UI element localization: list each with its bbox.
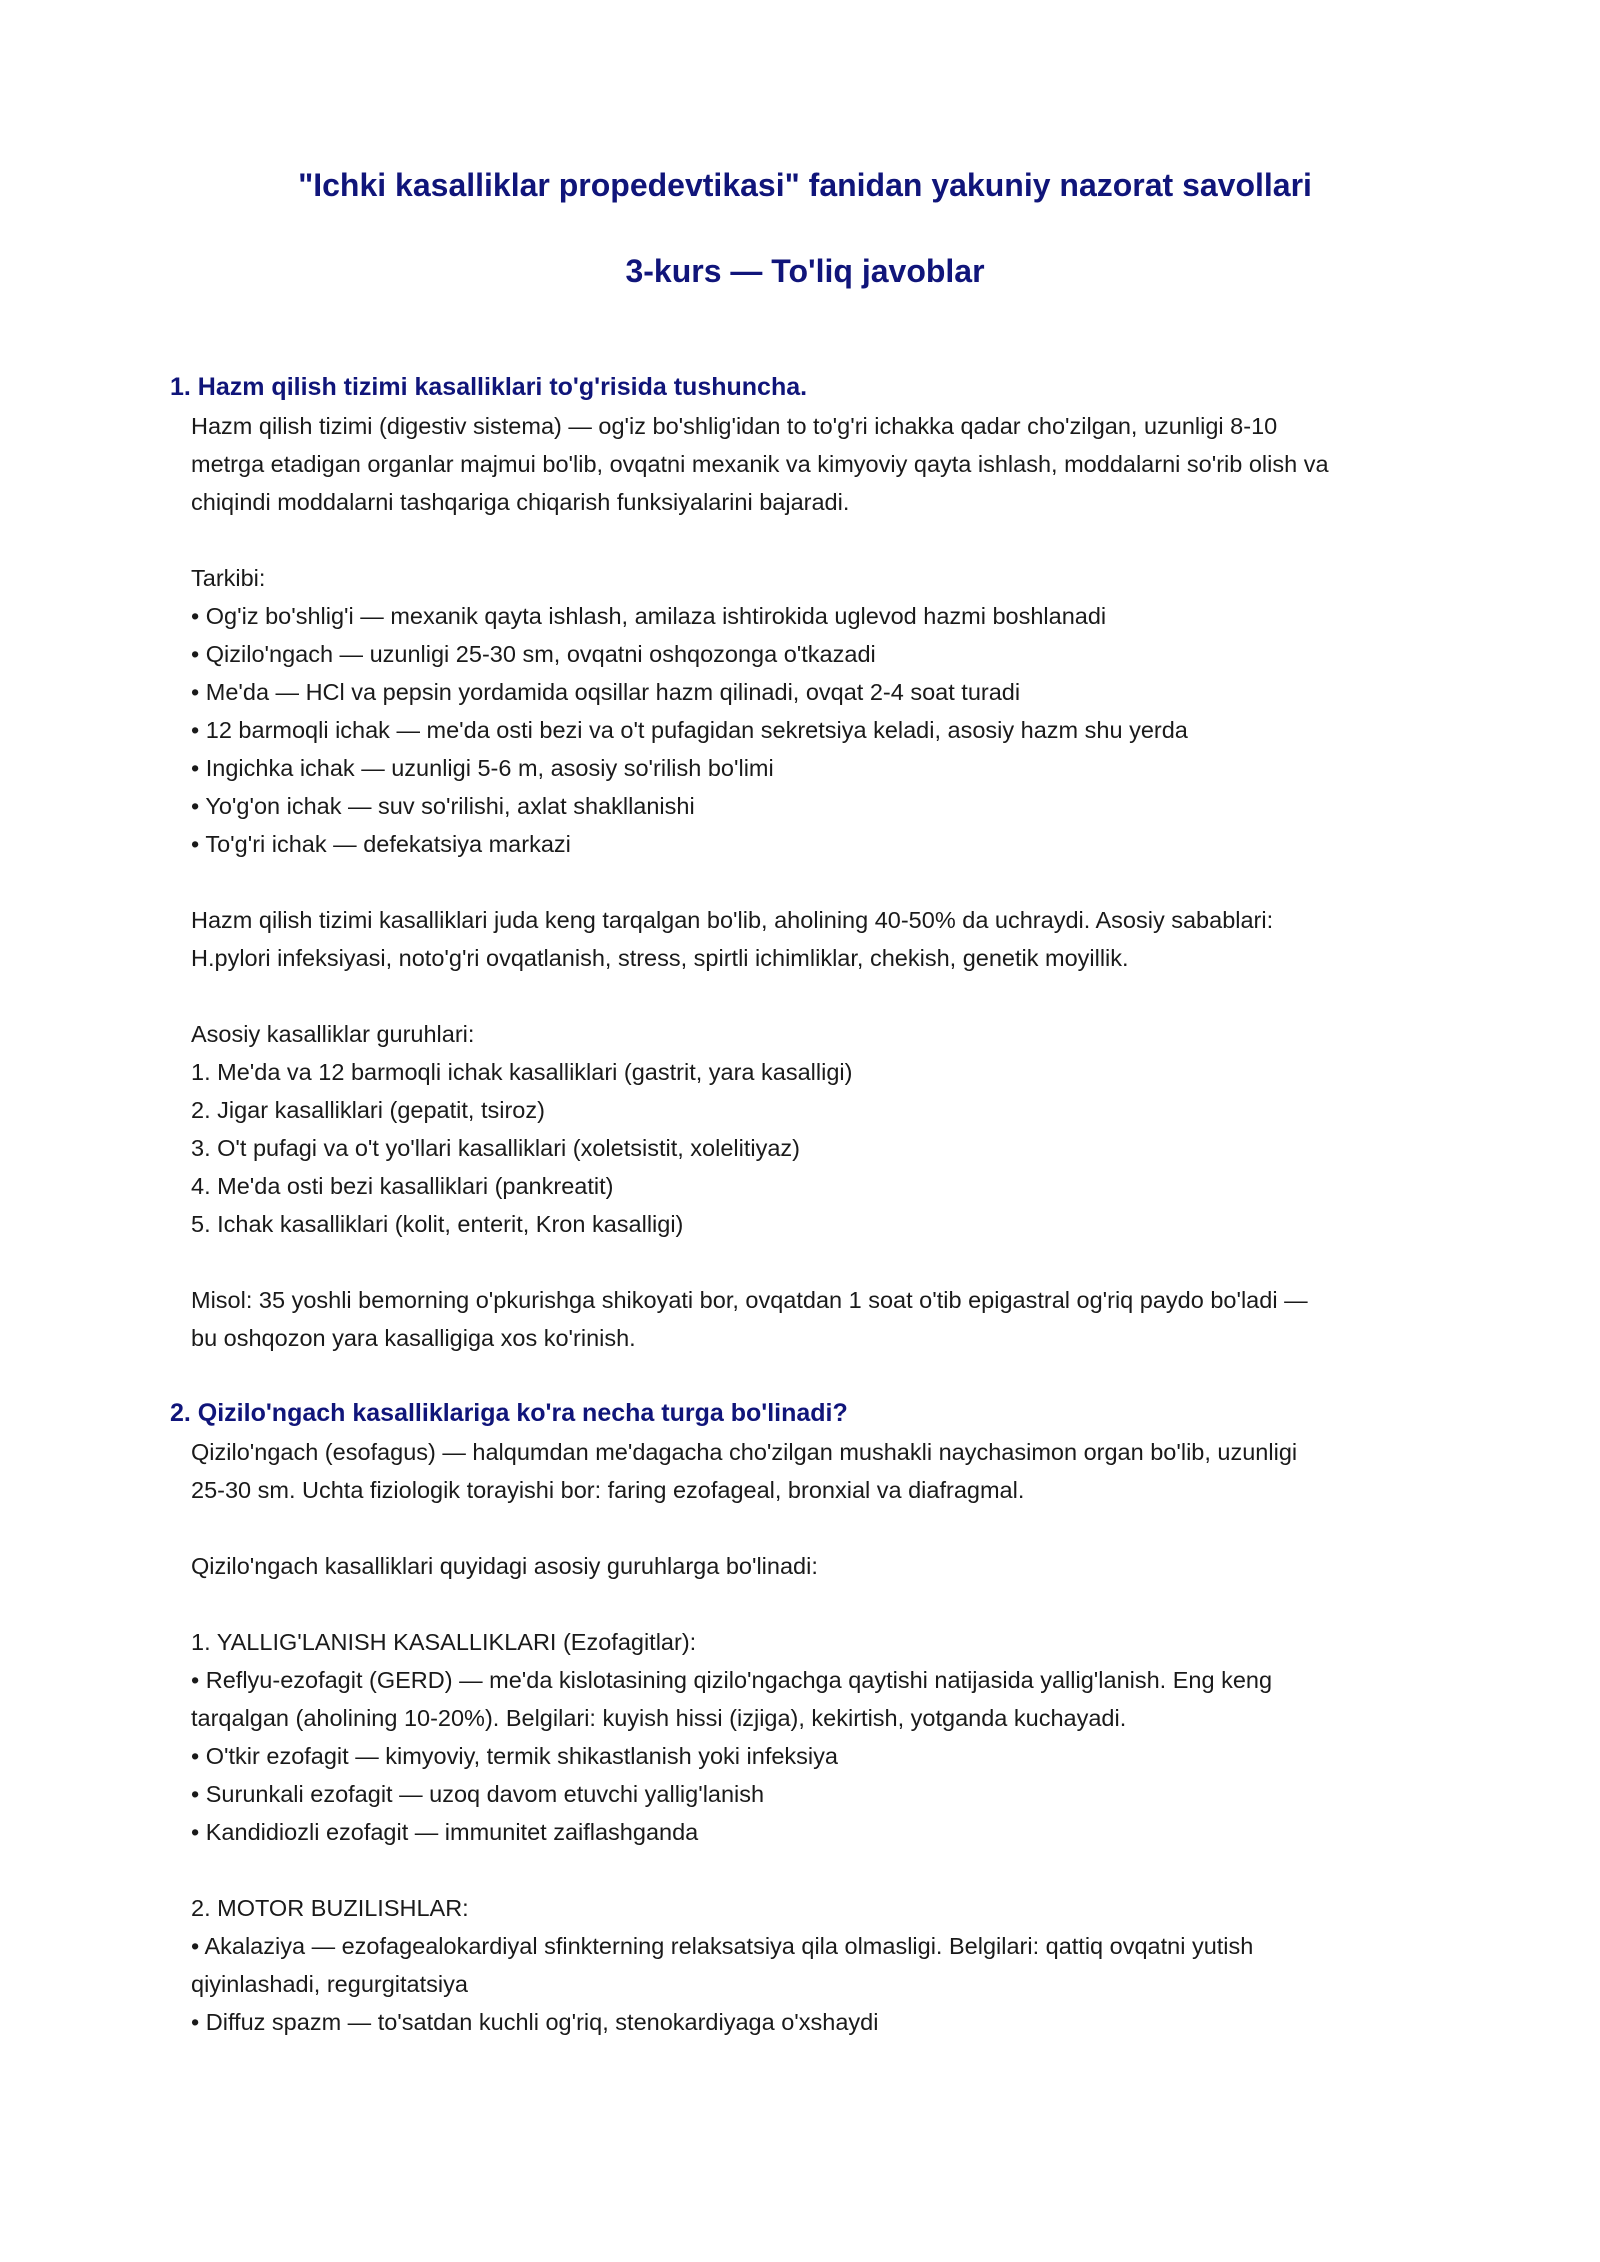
list-item: • Og'iz bo'shlig'i — mexanik qayta ishlash, amilaza ishtirokida uglevod hazmi boshlanadi: [191, 603, 1107, 629]
document-title: "Ichki kasalliklar propedevtikasi" fanidan yakuniy nazorat savollari: [298, 167, 1312, 203]
list-item: • Ingichka ichak — uzunligi 5-6 m, asosiy so'rilish bo'limi: [191, 755, 774, 781]
groups-label: Asosiy kasalliklar guruhlari:: [191, 1021, 475, 1047]
list-item: 4. Me'da osti bezi kasalliklari (pankreatit): [191, 1173, 614, 1199]
section-2-heading: 2. Qizilo'ngach kasalliklariga ko'ra necha turga bo'linadi?: [170, 1399, 848, 1427]
list-item: qiyinlashadi, regurgitatsiya: [191, 1971, 468, 1997]
list-item: tarqalgan (aholining 10-20%). Belgilari: kuyish hissi (izjiga), kekirtish, yotganda kuchayadi.: [191, 1705, 1127, 1731]
section-2-body: [170, 1433, 1440, 2041]
example-line: Misol: 35 yoshli bemorning o'pkurishga shikoyati bor, ovqatdan 1 soat o'tib epigastral og'riq paydo bo'ladi —: [191, 1287, 1308, 1313]
list-item: • Me'da — HCl va pepsin yordamida oqsillar hazm qilinadi, ovqat 2-4 soat turadi: [191, 679, 1021, 705]
list-item: • Yo'g'on ichak — suv so'rilishi, axlat shakllanishi: [191, 793, 695, 819]
list-item: • O'tkir ezofagit — kimyoviy, termik shikastlanish yoki infeksiya: [191, 1743, 838, 1769]
list-item: 5. Ichak kasalliklari (kolit, enterit, Kron kasalligi): [191, 1211, 684, 1237]
group2-label: 2. MOTOR BUZILISHLAR:: [191, 1895, 469, 1921]
intro-line: Hazm qilish tizimi (digestiv sistema) — og'iz bo'shlig'idan to to'g'ri ichakka qadar cho'zilgan, uzunligi 8-10: [191, 413, 1278, 439]
division-line: Qizilo'ngach kasalliklari quyidagi asosiy guruhlarga bo'linadi:: [191, 1553, 818, 1579]
list-item: 3. O't pufagi va o't yo'llari kasalliklari (xoletsistit, xolelitiyaz): [191, 1135, 801, 1161]
list-item: • Surunkali ezofagit — uzoq davom etuvchi yallig'lanish: [191, 1781, 765, 1807]
section-2: [170, 1395, 1440, 2041]
intro-line: Qizilo'ngach (esofagus) — halqumdan me'dagacha cho'zilgan mushakli naychasimon organ bo'lib, uzunligi: [191, 1439, 1298, 1465]
list-item: 2. Jigar kasalliklari (gepatit, tsiroz): [191, 1097, 545, 1123]
section-1-body: [170, 407, 1440, 1357]
group1-label: 1. YALLIG'LANISH KASALLIKLARI (Ezofagitlar):: [191, 1629, 697, 1655]
list-item: • 12 barmoqli ichak — me'da osti bezi va o't pufagidan sekretsiya keladi, asosiy hazm shu yerda: [191, 717, 1188, 743]
list-item: • To'g'ri ichak — defekatsiya markazi: [191, 831, 571, 857]
intro-line: chiqindi moddalarni tashqariga chiqarish funksiyalarini bajaradi.: [191, 489, 850, 515]
list-item: • Diffuz spazm — to'satdan kuchli og'riq, stenokardiyaga o'xshaydi: [191, 2009, 879, 2035]
list-item: • Akalaziya — ezofagealokardiyal sfinkterning relaksatsiya qila olmasligi. Belgilari: qattiq ovqatni yutish: [191, 1933, 1254, 1959]
list-item: • Kandidiozli ezofagit — immunitet zaiflashganda: [191, 1819, 699, 1845]
prevalence-line: Hazm qilish tizimi kasalliklari juda keng tarqalgan bo'lib, aholining 40-50% da uchraydi. Asosiy sabablari:: [191, 907, 1274, 933]
document-subtitle: 3-kurs — To'liq javoblar: [625, 253, 985, 289]
structure-label: Tarkibi:: [191, 565, 266, 591]
intro-line: metrga etadigan organlar majmui bo'lib, ovqatni mexanik va kimyoviy qayta ishlash, moddalarni so'rib olish va: [191, 451, 1329, 477]
section-1-heading: 1. Hazm qilish tizimi kasalliklari to'g'risida tushuncha.: [170, 373, 808, 401]
list-item: • Reflyu-ezofagit (GERD) — me'da kislotasining qizilo'ngachga qaytishi natijasida yallig'lanish. Eng keng: [191, 1667, 1273, 1693]
section-1: [170, 369, 1440, 1357]
list-item: • Qizilo'ngach — uzunligi 25-30 sm, ovqatni oshqozonga o'tkazadi: [191, 641, 876, 667]
example-line: bu oshqozon yara kasalligiga xos ko'rinish.: [191, 1325, 636, 1351]
list-item: 1. Me'da va 12 barmoqli ichak kasalliklari (gastrit, yara kasalligi): [191, 1059, 853, 1085]
prevalence-line: H.pylori infeksiyasi, noto'g'ri ovqatlanish, stress, spirtli ichimliklar, chekish, genetik moyillik.: [191, 945, 1129, 971]
intro-line: 25-30 sm. Uchta fiziologik torayishi bor: faring ezofageal, bronxial va diafragmal.: [191, 1477, 1025, 1503]
